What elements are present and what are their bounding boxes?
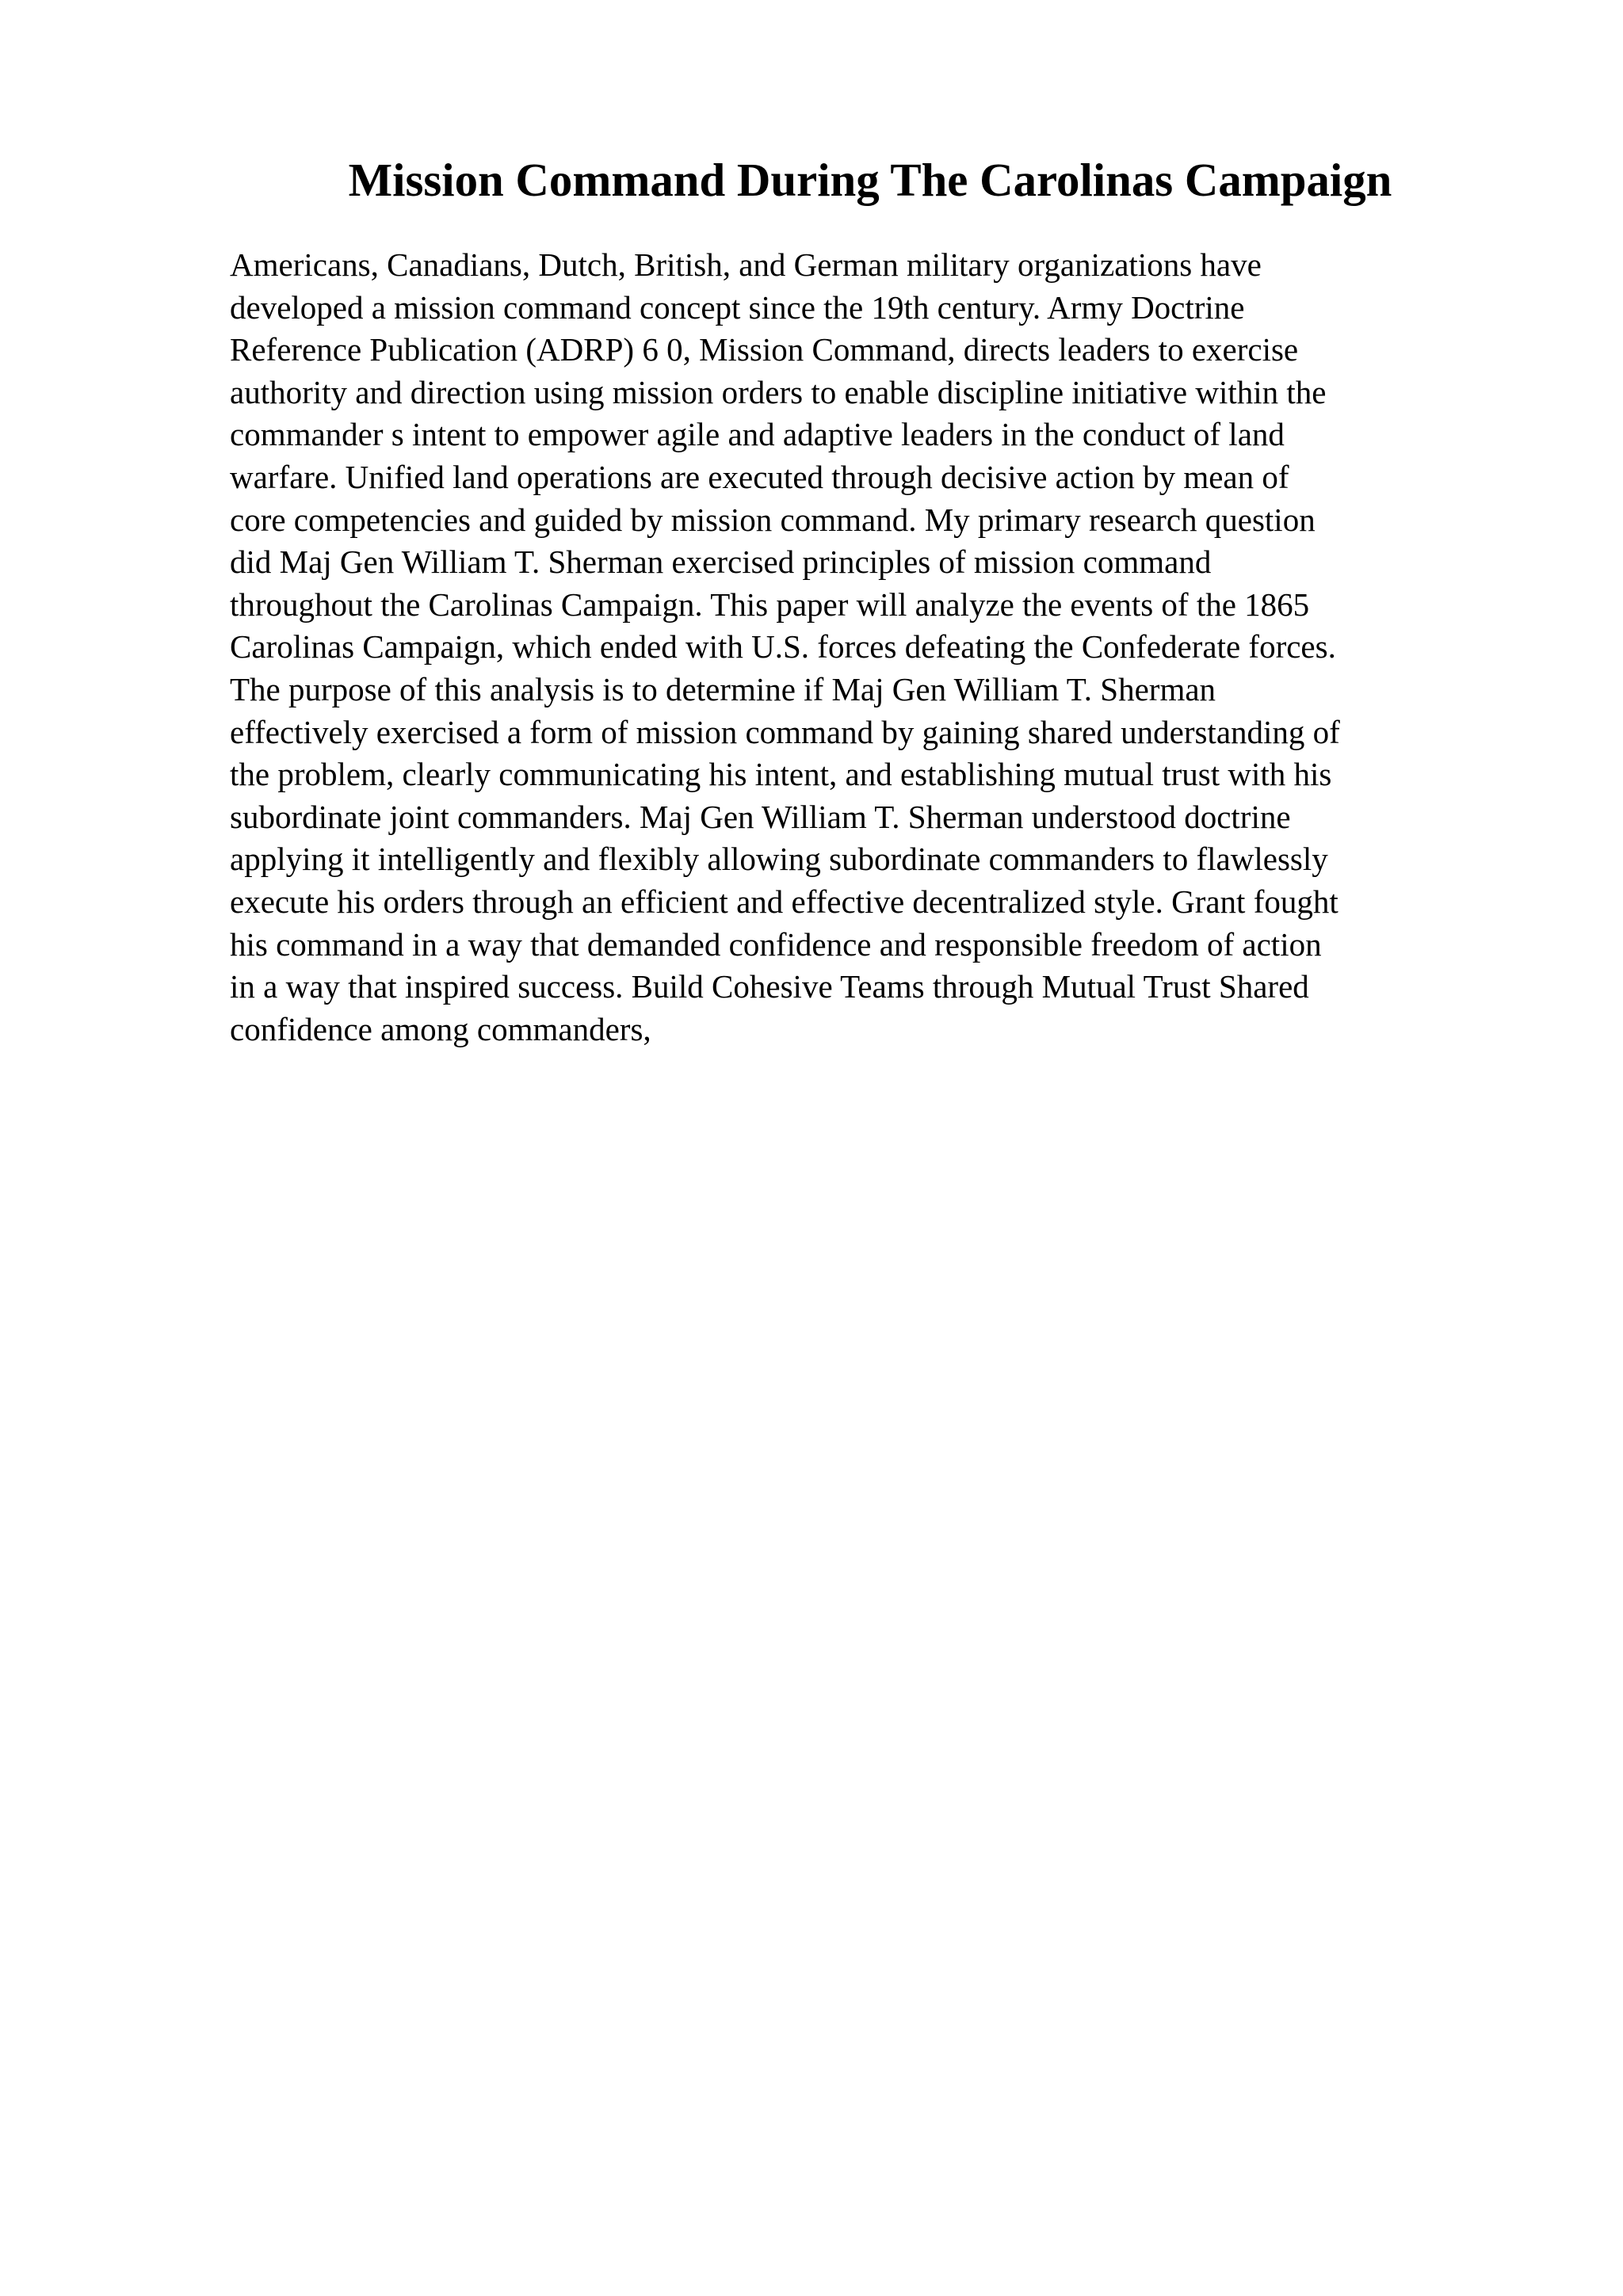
body-line: Americans, Canadians, Dutch, British, and German military organizations have [230, 246, 1262, 283]
body-line: the problem, clearly communicating his intent, and establishing mutual trust with his [230, 756, 1332, 793]
body-line: warfare. Unified land operations are executed through decisive action by mean of [230, 458, 1289, 495]
body-line: applying it intelligently and flexibly allowing subordinate commanders to flawlessly [230, 841, 1328, 878]
body-line: confidence among commanders, [230, 1010, 651, 1047]
body-line: did Maj Gen William T. Sherman exercised principles of mission command [230, 543, 1212, 581]
body-line: Carolinas Campaign, which ended with U.S. forces defeating the Confederate forces. [230, 628, 1336, 666]
body-line: authority and direction using mission orders to enable discipline initiative within the [230, 373, 1327, 410]
body-line: effectively exercised a form of mission command by gaining shared understanding of [230, 713, 1340, 750]
body-line: The purpose of this analysis is to determine if Maj Gen William T. Sherman [230, 670, 1216, 707]
document-body [230, 244, 1498, 1051]
body-line: core competencies and guided by mission command. My primary research question [230, 501, 1316, 538]
body-line: in a way that inspired success. Build Cohesive Teams through Mutual Trust Shared [230, 968, 1309, 1005]
body-line: subordinate joint commanders. Maj Gen William T. Sherman understood doctrine [230, 798, 1291, 835]
body-line: developed a mission command concept since the 19th century. Army Doctrine [230, 288, 1245, 326]
body-line: throughout the Carolinas Campaign. This paper will analyze the events of the 1865 [230, 585, 1310, 623]
document-title: Mission Command During The Carolinas Campaign [348, 154, 1392, 206]
body-line: commander s intent to empower agile and adaptive leaders in the conduct of land [230, 416, 1285, 453]
body-line: his command in a way that demanded confidence and responsible freedom of action [230, 925, 1322, 963]
body-line: Reference Publication (ADRP) 6 0, Mission Command, directs leaders to exercise [230, 331, 1299, 368]
body-line: execute his orders through an efficient and effective decentralized style. Grant fought [230, 883, 1338, 920]
